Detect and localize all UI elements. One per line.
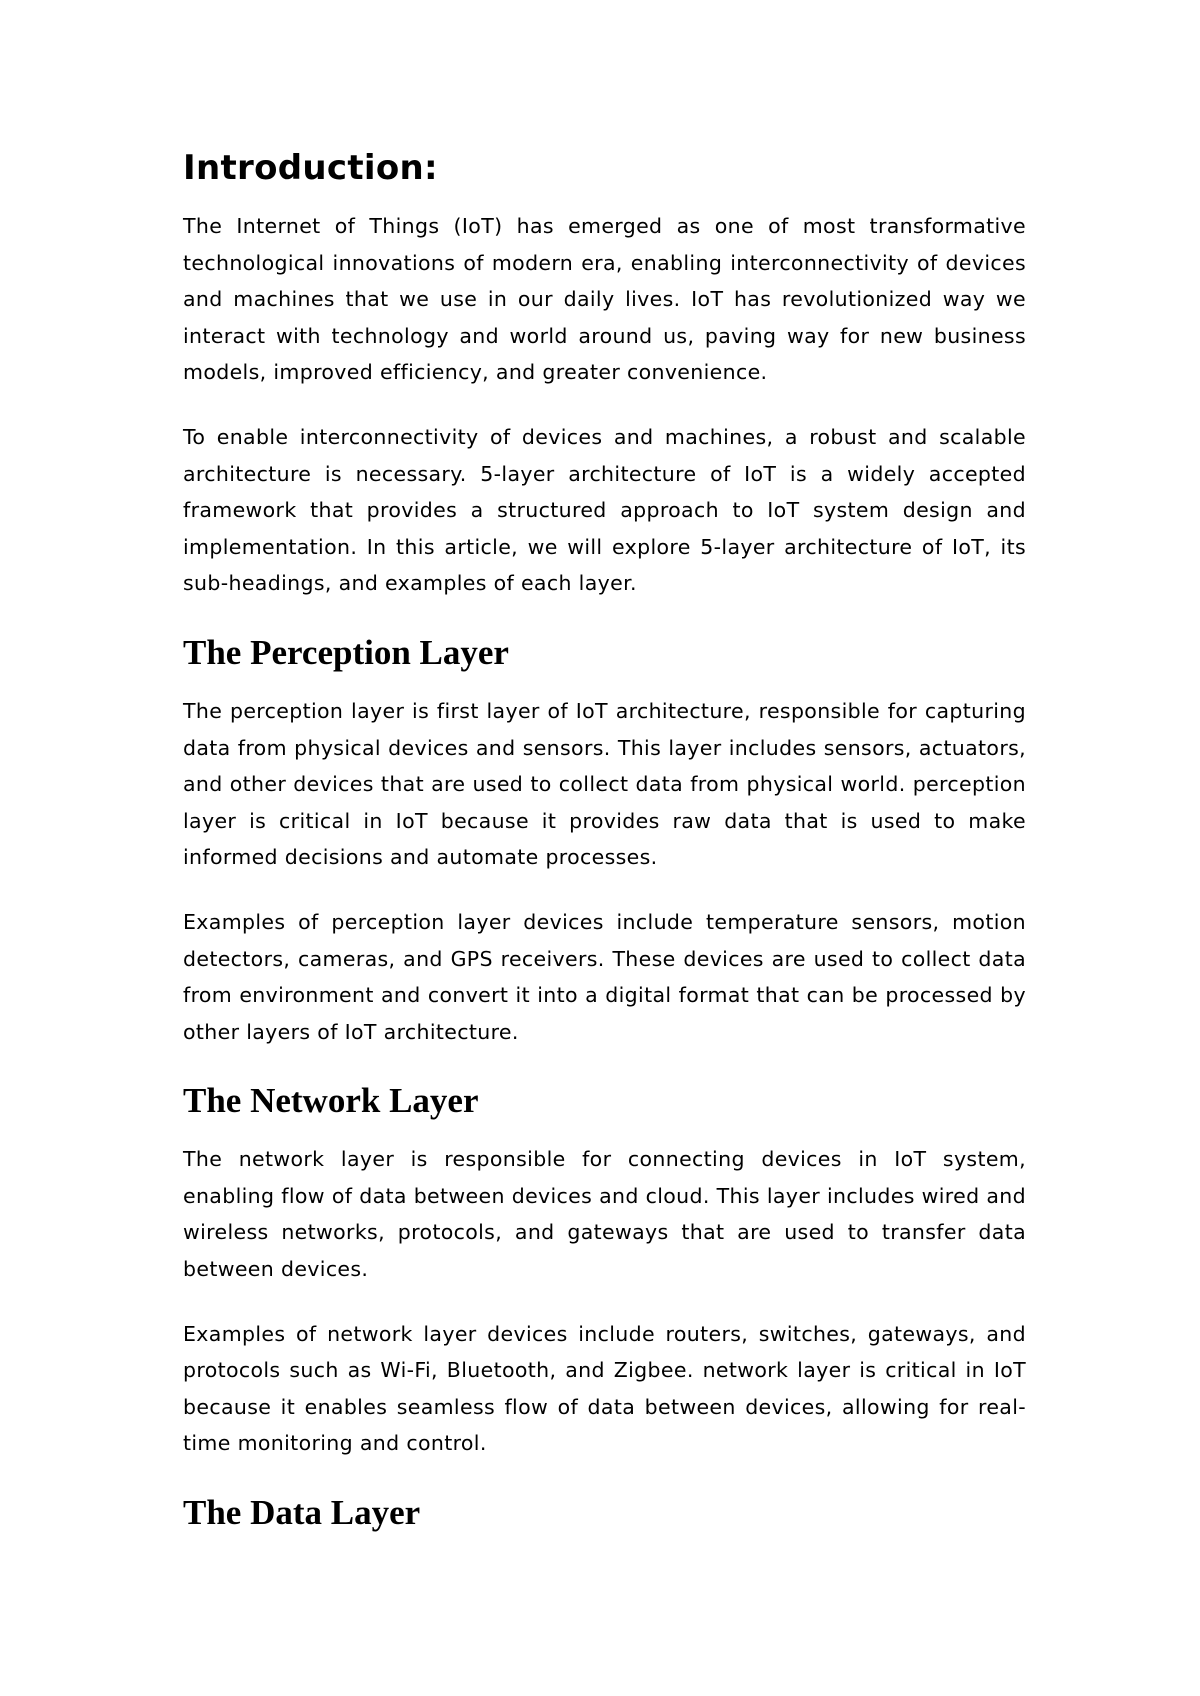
perception-layer-heading: The Perception Layer — [183, 632, 509, 672]
document-page — [183, 142, 1026, 1553]
network-paragraph: The network layer is responsible for connecting devices in IoT system, enabling flow of data between devices and cloud. This layer includes wired and wireless networks, protocols, and gateways that are used to transfer data between devices. — [183, 1147, 1026, 1282]
network-paragraph: Examples of network layer devices include routers, switches, gateways, and protocols such as Wi-Fi, Bluetooth, and Zigbee. network layer is critical in IoT because it enables seamless flow of data between devices, allowing for real-time monitoring and control. — [183, 1321, 1026, 1456]
introduction-heading: Introduction: — [183, 148, 438, 188]
perception-paragraph: Examples of perception layer devices include temperature sensors, motion detectors, cameras, and GPS receivers. These devices are used to collect data from environment and convert it into a digital format that can be processed by other layers of IoT architecture. — [183, 909, 1026, 1044]
intro-paragraph: To enable interconnectivity of devices and machines, a robust and scalable architecture is necessary. 5-layer architecture of IoT is a widely accepted framework that provides a structured approach to IoT system design and implementation. In this article, we will explore 5-layer architecture of IoT, its sub-headings, and examples of each layer. — [183, 424, 1026, 596]
data-layer-heading: The Data Layer — [183, 1493, 421, 1533]
intro-paragraph: The Internet of Things (IoT) has emerged as one of most transformative technological innovations of modern era, enabling interconnectivity of devices and machines that we use in our daily lives. IoT has revolutionized way we interact with technology and world around us, paving way for new business models, improved efficiency, and greater convenience. — [183, 214, 1026, 385]
network-layer-heading: The Network Layer — [183, 1081, 479, 1121]
perception-paragraph: The perception layer is first layer of IoT architecture, responsible for capturing data from physical devices and sensors. This layer includes sensors, actuators, and other devices that are used to collect data from physical world. perception layer is critical in IoT because it provides raw data that is used to make informed decisions and automate processes. — [183, 698, 1026, 870]
